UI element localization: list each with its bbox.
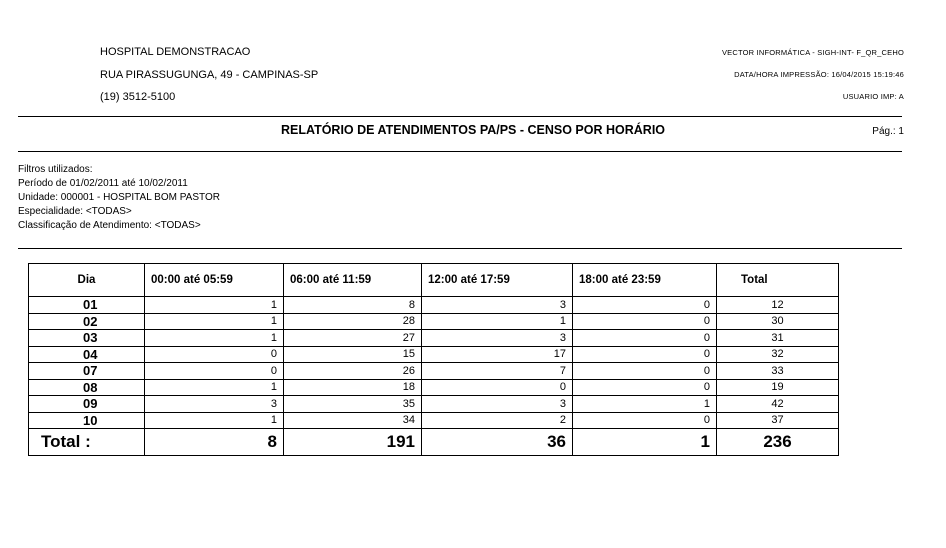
table-row — [29, 313, 839, 330]
total-value: 1 — [573, 429, 717, 456]
col-header-period-1: 00:00 até 05:59 — [145, 264, 284, 297]
cell-value: 27 — [284, 330, 422, 347]
cell-value: 0 — [573, 313, 717, 330]
hospital-phone: (19) 3512-5100 — [100, 91, 176, 103]
census-table — [28, 263, 839, 456]
cell-total: 33 — [717, 363, 839, 380]
cell-value: 1 — [145, 297, 284, 314]
vendor-info: VECTOR INFORMÁTICA - SIGH-INT- F_QR_CEHO — [721, 48, 904, 57]
cell-value: 1 — [145, 313, 284, 330]
cell-value: 0 — [573, 363, 717, 380]
cell-value: 3 — [422, 297, 573, 314]
cell-value: 1 — [145, 412, 284, 429]
cell-value: 0 — [573, 379, 717, 396]
cell-day: 07 — [29, 363, 145, 380]
cell-value: 0 — [573, 330, 717, 347]
cell-value: 1 — [145, 330, 284, 347]
cell-value: 0 — [145, 363, 284, 380]
cell-value: 1 — [573, 396, 717, 413]
table-row — [29, 346, 839, 363]
filters-divider — [18, 248, 902, 249]
cell-value: 26 — [284, 363, 422, 380]
hospital-address: RUA PIRASSUGUNGA, 49 - CAMPINAS-SP — [100, 69, 319, 81]
cell-value: 0 — [573, 297, 717, 314]
cell-value: 0 — [145, 346, 284, 363]
table-total-row — [29, 429, 839, 456]
cell-value: 1 — [422, 313, 573, 330]
cell-value: 3 — [422, 330, 573, 347]
cell-value: 18 — [284, 379, 422, 396]
cell-total: 42 — [717, 396, 839, 413]
filter-classification: Classificação de Atendimento: <TODAS> — [18, 220, 201, 231]
table-row — [29, 412, 839, 429]
cell-total: 37 — [717, 412, 839, 429]
table-row — [29, 363, 839, 380]
print-user: USUARIO IMP: A — [842, 92, 904, 101]
cell-day: 03 — [29, 330, 145, 347]
col-header-period-2: 06:00 até 11:59 — [284, 264, 422, 297]
header-divider — [18, 116, 902, 117]
table-row — [29, 379, 839, 396]
cell-total: 19 — [717, 379, 839, 396]
filter-unit: Unidade: 000001 - HOSPITAL BOM PASTOR — [18, 192, 220, 203]
cell-total: 12 — [717, 297, 839, 314]
title-divider — [18, 151, 902, 152]
cell-value: 0 — [422, 379, 573, 396]
col-header-total: Total — [717, 264, 839, 297]
cell-value: 0 — [573, 412, 717, 429]
page-number: Pág.: 1 — [872, 126, 904, 137]
cell-value: 3 — [422, 396, 573, 413]
cell-day: 04 — [29, 346, 145, 363]
cell-value: 15 — [284, 346, 422, 363]
cell-value: 28 — [284, 313, 422, 330]
total-value: 8 — [145, 429, 284, 456]
cell-day: 02 — [29, 313, 145, 330]
total-label: Total : — [29, 429, 145, 456]
filter-period: Período de 01/02/2011 até 10/02/2011 — [18, 178, 188, 189]
cell-total: 31 — [717, 330, 839, 347]
cell-value: 0 — [573, 346, 717, 363]
cell-total: 32 — [717, 346, 839, 363]
cell-day: 01 — [29, 297, 145, 314]
table-header-row — [29, 264, 839, 297]
col-header-day: Dia — [29, 264, 145, 297]
cell-value: 7 — [422, 363, 573, 380]
cell-value: 34 — [284, 412, 422, 429]
cell-day: 09 — [29, 396, 145, 413]
grand-total: 236 — [717, 429, 839, 456]
table-row — [29, 396, 839, 413]
filter-specialty: Especialidade: <TODAS> — [18, 206, 132, 217]
filters-heading: Filtros utilizados: — [18, 164, 93, 175]
report-title: RELATÓRIO DE ATENDIMENTOS PA/PS - CENSO POR HORÁRIO — [280, 123, 666, 137]
cell-value: 17 — [422, 346, 573, 363]
print-datetime: DATA/HORA IMPRESSÃO: 16/04/2015 15:19:46 — [734, 70, 904, 79]
total-value: 191 — [284, 429, 422, 456]
cell-total: 30 — [717, 313, 839, 330]
col-header-period-4: 18:00 até 23:59 — [573, 264, 717, 297]
hospital-name: HOSPITAL DEMONSTRACAO — [100, 46, 251, 58]
total-value: 36 — [422, 429, 573, 456]
cell-day: 08 — [29, 379, 145, 396]
cell-value: 35 — [284, 396, 422, 413]
cell-day: 10 — [29, 412, 145, 429]
cell-value: 8 — [284, 297, 422, 314]
table-row — [29, 330, 839, 347]
cell-value: 2 — [422, 412, 573, 429]
cell-value: 3 — [145, 396, 284, 413]
table-row — [29, 297, 839, 314]
col-header-period-3: 12:00 até 17:59 — [422, 264, 573, 297]
cell-value: 1 — [145, 379, 284, 396]
